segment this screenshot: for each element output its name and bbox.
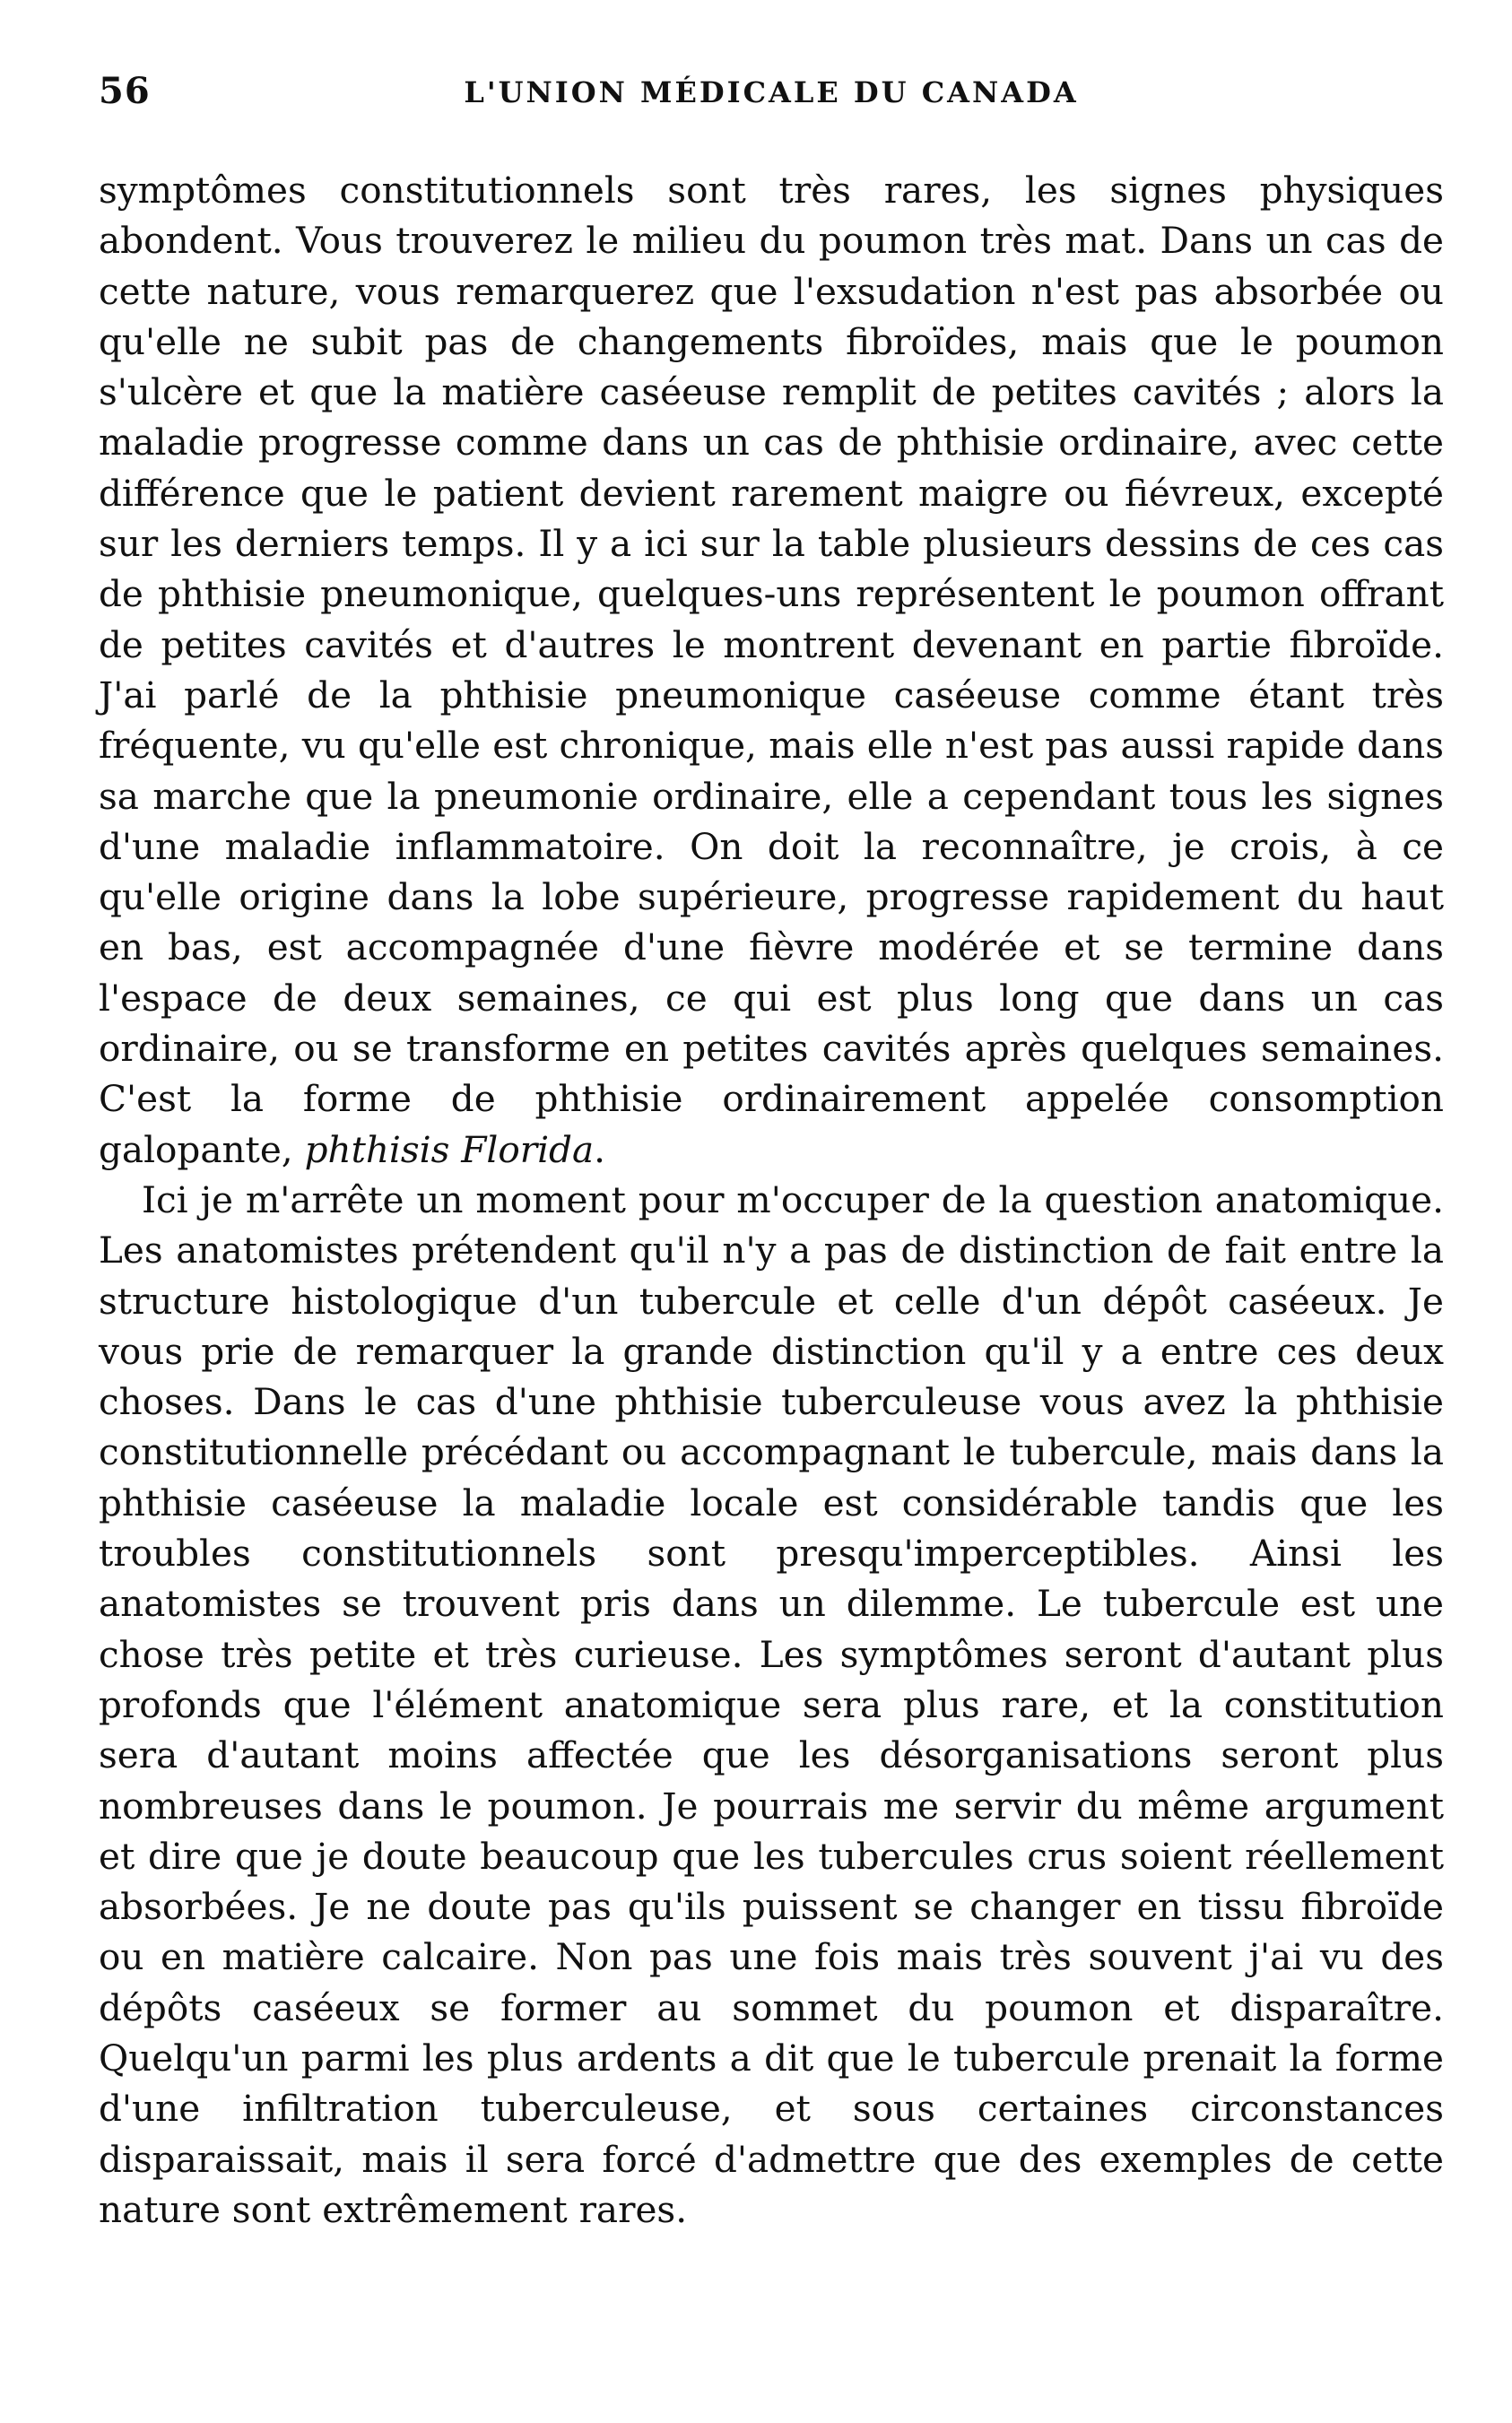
paragraph-1 xyxy=(99,165,1444,1175)
page-number: 56 xyxy=(99,70,151,112)
paragraph-1-text: symptômes constitutionnels sont très rares, les signes physiques abondent. Vous trouverez le milieu du poumon très mat. Dans un cas de cette nature, vous remarquerez que l'exsudation n'est pas absorbée ou qu'elle ne subit pas de changements fibroïdes, mais que le poumon s'ulcère et que la matière caséeuse remplit de petites cavités ; alors la maladie progresse comme dans un cas de phthisie ordinaire, avec cette différence que le patient devient rarement maigre ou fiévreux, excepté sur les derniers temps. Il y a ici sur la table plusieurs dessins de ces cas de phthisie pneumonique, quelques-uns représentent le poumon offrant de petites cavités et d'autres le montrent devenant en partie fibroïde. J'ai parlé de la phthisie pneumonique caséeuse comme étant très fréquente, vu qu'elle est chronique, mais elle n'est pas aussi rapide dans sa marche que la pneumonie ordinaire, elle a cependant tous les signes d'une maladie inflammatoire. On doit la reconnaître, je crois, à ce qu'elle origine dans la lobe supérieure, progresse rapidement du haut en bas, est accompagnée d'une fièvre modérée et se termine dans l'espace de deux semaines, ce qui est plus long que dans un cas ordinaire, ou se transforme en petites cavités après quelques semaines. C'est la forme de phthisie ordinairement appelée consomption galopante, xyxy=(99,169,1444,1171)
body-text xyxy=(99,165,1444,2235)
journal-title: L'UNION MÉDICALE DU CANADA xyxy=(464,75,1079,109)
paragraph-1-italic-term: phthisis Florida xyxy=(304,1127,595,1171)
paragraph-2: Ici je m'arrête un moment pour m'occuper de la question anatomique. Les anatomistes prétendent qu'il n'y a pas de distinction de fait entre la structure histologique d'un tubercule et celle d'un dépôt caséeux. Je vous prie de remarquer la grande distinction qu'il y a entre ces deux choses. Dans le cas d'une phthisie tuberculeuse vous avez la phthisie constitutionnelle précédant ou accompagnant le tubercule, mais dans la phthisie caséeuse la maladie locale est considérable tandis que les troubles constitutionnels sont presqu'imperceptibles. Ainsi les anatomistes se trouvent pris dans un dilemme. Le tubercule est une chose très petite et très curieuse. Les symptômes seront d'autant plus profonds que l'élément anatomique sera plus rare, et la constitution sera d'autant moins affectée que les désorganisations seront plus nombreuses dans le poumon. Je pourrais me servir du même argument et dire que je doute beaucoup que les tubercules crus soient réellement absorbées. Je ne doute pas qu'ils puissent se changer en tissu fibroïde ou en matière calcaire. Non pas une fois mais très souvent j'ai vu des dépôts caséeux se former au sommet du poumon et disparaître. Quelqu'un parmi les plus ardents a dit que le tubercule prenait la forme d'une infiltration tuberculeuse, et sous certaines circonstances disparaissait, mais il sera forcé d'admettre que des exemples de cette nature sont extrêmement rares. xyxy=(99,1177,1444,2231)
running-header xyxy=(99,70,1444,124)
document-page xyxy=(99,70,1444,2235)
paragraph-1-end: . xyxy=(594,1127,605,1171)
